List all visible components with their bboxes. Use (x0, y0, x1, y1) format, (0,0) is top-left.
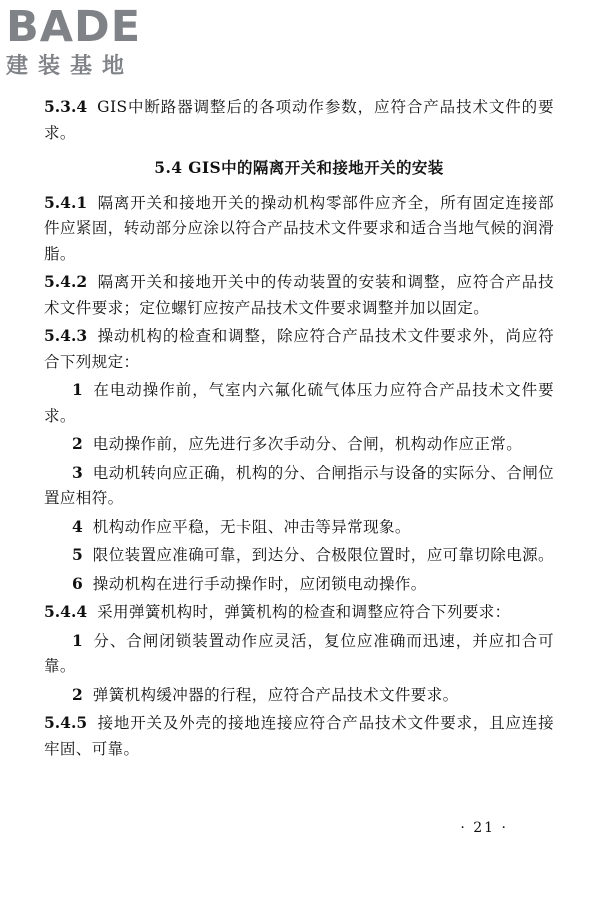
list-item (44, 571, 554, 598)
clause-text: 接地开关及外壳的接地连接应符合产品技术文件要求，且应连接牢固、可靠。 (44, 714, 554, 758)
clause-text: 隔离开关和接地开关中的传动装置的安装和调整，应符合产品技术文件要求；定位螺钉应按产品技术文件要求调整并加以固定。 (44, 273, 554, 317)
logo-subtitle: 建装基地 (6, 54, 135, 79)
item-text: 分、合闸闭锁装置动作应灵活，复位应准确而迅速，并应扣合可靠。 (44, 631, 554, 675)
item-number: 3 (72, 462, 83, 482)
item-number: 2 (72, 684, 83, 704)
list-item (44, 542, 554, 569)
item-text: 电动操作前，应先进行多次手动分、合闸，机构动作应正常。 (92, 435, 523, 453)
clause-text: GIS中断路器调整后的各项动作参数，应符合产品技术文件的要求。 (44, 98, 554, 142)
clause-5-4-2 (44, 269, 554, 321)
clause-5-4-1 (44, 190, 554, 268)
logo-wordmark: BADE (6, 2, 142, 52)
clause-5-4-3 (44, 323, 554, 375)
page-number: · 21 · (460, 820, 508, 836)
clause-number: 5.4.5 (44, 713, 88, 732)
item-text: 操动机构在进行手动操作时，应闭锁电动操作。 (92, 574, 427, 593)
item-number: 4 (72, 516, 83, 536)
clause-text: 操动机构的检查和调整，除应符合产品技术文件要求外，尚应符合下列规定： (44, 327, 554, 371)
item-text: 在电动操作前，气室内六氟化硫气体压力应符合产品技术文件要求。 (44, 381, 554, 425)
clause-number: 5.4.3 (44, 326, 88, 345)
section-heading-5-4: 5.4 GIS中的隔离开关和接地开关的安装 (154, 158, 444, 177)
item-number: 5 (72, 545, 83, 564)
clause-5-3-4 (44, 94, 554, 146)
clause-number: 5.4.4 (44, 602, 88, 621)
item-number: 1 (72, 630, 83, 650)
document-body (44, 94, 554, 762)
clause-number: 5.4.1 (44, 192, 88, 212)
list-item (44, 377, 554, 429)
list-item (44, 682, 554, 709)
item-number: 1 (72, 380, 83, 399)
item-text: 限位装置应准确可靠，到达分、合极限位置时，应可靠切除电源。 (92, 546, 554, 564)
item-text: 电动机转向应正确，机构的分、合闸指示与设备的实际分、合闸位置应相符。 (44, 463, 554, 507)
clause-5-4-5 (44, 710, 554, 762)
clause-number: 5.4.2 (44, 272, 88, 291)
clause-text: 隔离开关和接地开关的操动机构零部件应齐全，所有固定连接部件应紧固，转动部分应涂以符合产品技术文件要求和适合当地气候的润滑脂。 (44, 193, 554, 263)
list-item (44, 514, 554, 541)
clause-5-4-4 (44, 599, 554, 626)
clause-number: 5.3.4 (44, 97, 88, 116)
list-item (44, 460, 554, 512)
item-number: 2 (72, 434, 83, 453)
item-text: 弹簧机构缓冲器的行程，应符合产品技术文件要求。 (92, 685, 459, 704)
list-item (44, 431, 554, 458)
item-number: 6 (72, 573, 83, 593)
clause-text: 采用弹簧机构时，弹簧机构的检查和调整应符合下列要求： (97, 603, 511, 621)
bade-logo (6, 4, 176, 84)
item-text: 机构动作应平稳，无卡阻、冲击等异常现象。 (92, 517, 411, 536)
list-item (44, 628, 554, 680)
